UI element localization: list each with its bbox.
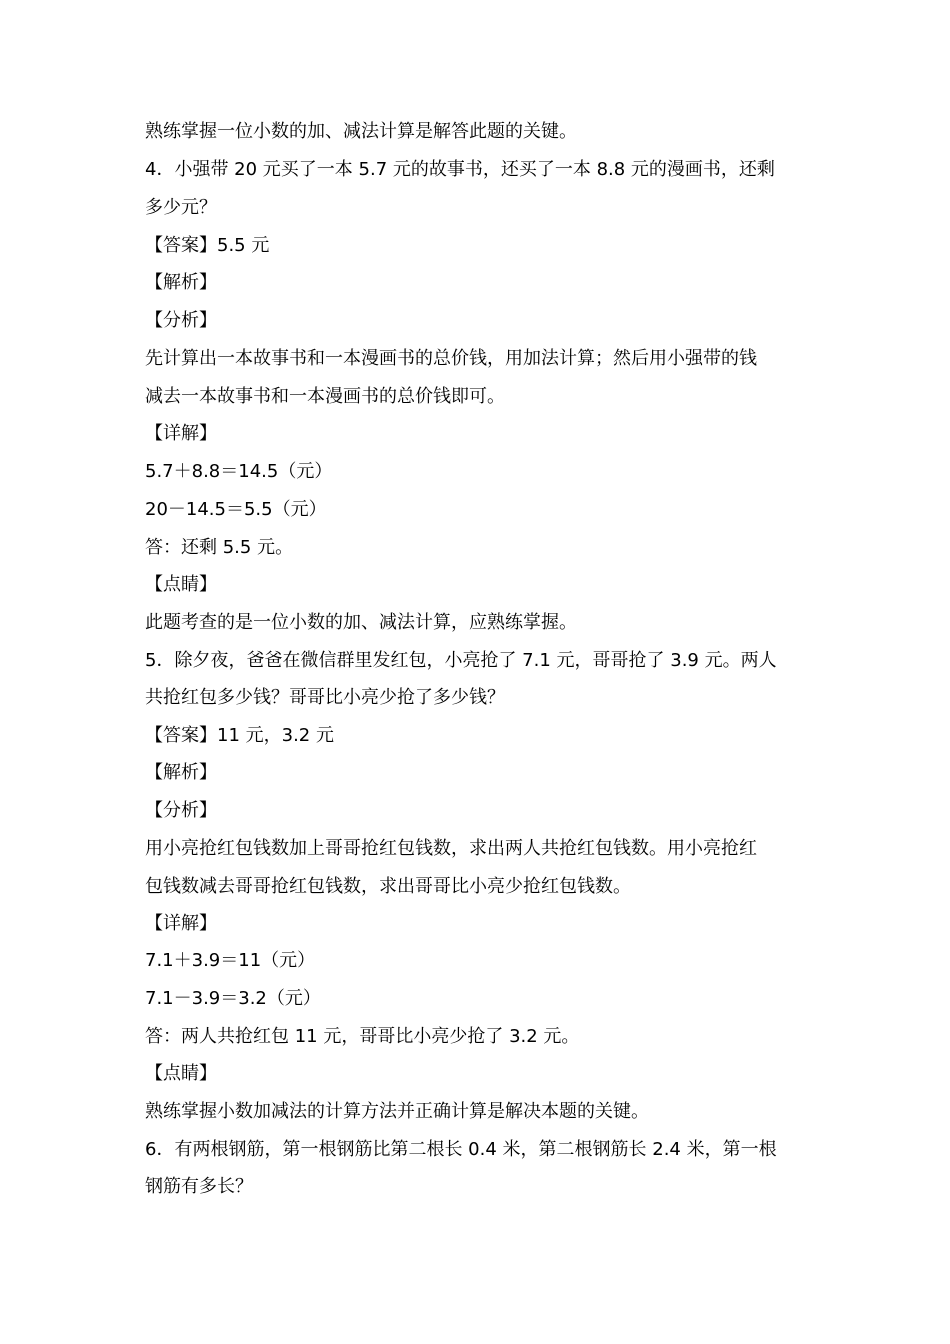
- equation-line: 7.1＋3.9＝11（元）: [145, 950, 316, 971]
- breakdown-label: 【分析】: [145, 310, 217, 331]
- text-line: 包钱数减去哥哥抢红包钱数，求出哥哥比小亮少抢红包钱数。: [145, 876, 631, 897]
- question-6-line-1: 6．有两根钢筋，第一根钢筋比第二根长 0.4 米，第二根钢筋长 2.4 米，第一根: [145, 1139, 777, 1160]
- question-4-line-1: 4．小强带 20 元买了一本 5.7 元的故事书，还买了一本 8.8 元的漫画书，还剩: [145, 159, 775, 180]
- detail-label: 【详解】: [145, 423, 217, 444]
- analysis-label: 【解析】: [145, 272, 217, 293]
- highlight-label: 【点睛】: [145, 574, 217, 595]
- text-line: 先计算出一本故事书和一本漫画书的总价钱，用加法计算；然后用小强带的钱: [145, 348, 757, 369]
- highlight-label: 【点睛】: [145, 1063, 217, 1084]
- equation-line: 20－14.5＝5.5（元）: [145, 499, 327, 520]
- text-line: 减去一本故事书和一本漫画书的总价钱即可。: [145, 386, 505, 407]
- answer-label: 【答案】11 元，3.2 元: [145, 725, 334, 746]
- text-line: 熟练掌握小数加减法的计算方法并正确计算是解决本题的关键。: [145, 1101, 649, 1122]
- text-line: 此题考查的是一位小数的加、减法计算，应熟练掌握。: [145, 612, 577, 633]
- answer-label: 【答案】5.5 元: [145, 235, 270, 256]
- detail-label: 【详解】: [145, 913, 217, 934]
- breakdown-label: 【分析】: [145, 800, 217, 821]
- text-line: 熟练掌握一位小数的加、减法计算是解答此题的关键。: [145, 121, 577, 142]
- question-5-line-1: 5．除夕夜，爸爸在微信群里发红包，小亮抢了 7.1 元，哥哥抢了 3.9 元。两人: [145, 650, 777, 671]
- equation-line: 7.1－3.9＝3.2（元）: [145, 988, 321, 1009]
- question-5-line-2: 共抢红包多少钱？哥哥比小亮少抢了多少钱？: [145, 687, 505, 708]
- question-6-line-2: 钢筋有多长？: [145, 1176, 253, 1197]
- answer-line: 答：还剩 5.5 元。: [145, 537, 294, 558]
- question-4-line-2: 多少元？: [145, 197, 217, 218]
- text-line: 用小亮抢红包钱数加上哥哥抢红包钱数，求出两人共抢红包钱数。用小亮抢红: [145, 838, 757, 859]
- equation-line: 5.7＋8.8＝14.5（元）: [145, 461, 333, 482]
- analysis-label: 【解析】: [145, 762, 217, 783]
- answer-line: 答：两人共抢红包 11 元，哥哥比小亮少抢了 3.2 元。: [145, 1026, 580, 1047]
